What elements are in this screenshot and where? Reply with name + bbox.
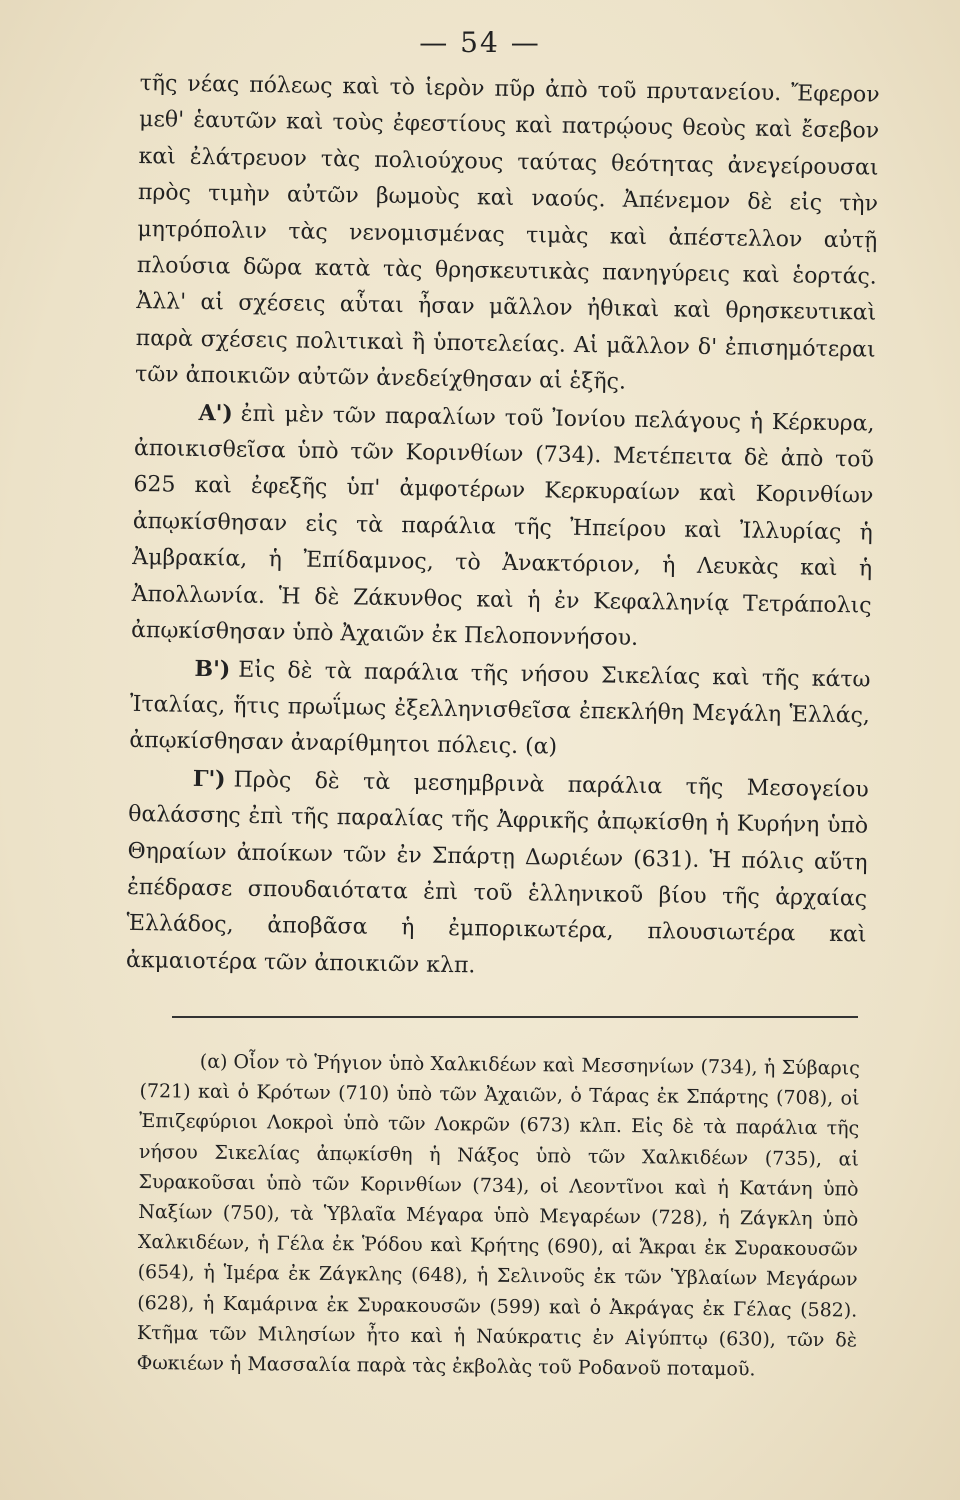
footnote-text: Οἷον τὸ Ῥήγιον ὑπὸ Χαλκιδέων καὶ Μεσσηνίων (734), ἡ Σύβαρις (721) καὶ ὁ Κρότων (710) ὑπὸ τῶν Ἀχαιῶν, ὁ Τάρας ἐκ Σπάρτης (708), οἱ Ἐπιζεφύριοι Λοκροὶ ὑπὸ τῶν Λοκρῶν (673) κλπ. Εἰς δὲ τὰ παράλια τῆς νήσου Σικελίας ἀπῳκίσθη ἡ Νάξος ὑπὸ τῶν Χαλκιδέων (735), αἱ Συρακοῦσαι ὑπὸ τῶν Κορινθίων (734), οἱ Λεοντῖνοι καὶ ἡ Κατάνη ὑπὸ Ναξίων (750), τὰ Ὑβλαῖα Μέγαρα ὑπὸ Μεγαρέων (728), ἡ Ζάγκλη ὑπὸ Χαλκιδέων, ἡ Γέλα ἐκ Ῥόδου καὶ Κρήτης (690), αἱ Ἄκραι ἐκ Συρακουσῶν (654), ἡ Ἱμέρα ἐκ Ζάγκλης (648), ἡ Σελινοῦς ἐκ τῶν Ὑβλαίων Μεγάρων (628), ἡ Καμάρινα ἐκ Συρακουσῶν (599) καὶ ὁ Ἀκράγας ἐκ Γέλας (582). Κτῆμα τῶν Μιλησίων ἦτο καὶ ἡ Ναύκρατις ἐν Αἰγύπτῳ (630), τῶν δὲ Φωκιέων ἡ Μασσαλία παρὰ τὰς ἐκβολὰς τοῦ Ροδανοῦ ποταμοῦ.: [136, 1050, 860, 1381]
paragraph-marker: Α'): [198, 399, 233, 427]
paragraph-text: Εἰς δὲ τὰ παράλια τῆς νήσου Σικελίας καὶ τῆς κάτω Ἰταλίας, ἥτις πρωΐμως ἐξελληνισθεῖσα ἐπεκλήθη Μεγάλη Ἑλλάς, ἀπῳκίσθησαν ἀναρίθμητοι πόλεις. (α): [129, 657, 871, 760]
paragraph-text: ἐπὶ μὲν τῶν παραλίων τοῦ Ἰονίου πελάγους ἡ Κέρκυρα, ἀποικισθεῖσα ὑπὸ τῶν Κορινθίων (734). Μετέπειτα δὲ ἀπὸ τοῦ 625 καὶ ἐφεξῆς ὑπ' ἀμφοτέρων Κερκυραίων καὶ Κορινθίων ἀπῳκίσθησαν εἰς τὰ παράλια τῆς Ἠπείρου καὶ Ἰλλυρίας ἡ Ἀμβρακία, ἡ Ἐπίδαμνος, τὸ Ἀνακτόριον, ἡ Λευκὰς καὶ ἡ Ἀπολλωνία. Ἡ δὲ Ζάκυνθος καὶ ἡ ἐν Κεφαλληνίᾳ Τετράπολις ἀπῳκίσθησαν ὑπὸ Ἀχαιῶν ἐκ Πελοποννήσου.: [130, 401, 875, 651]
paragraph-intro: [135, 66, 880, 405]
paragraph-b: [129, 649, 871, 771]
paragraph-c: [126, 760, 869, 991]
footnote-divider: [172, 1016, 858, 1018]
footnote: [137, 1046, 860, 1386]
footnote-marker: (α): [199, 1050, 228, 1073]
paragraph-text: τῆς νέας πόλεως καὶ τὸ ἱερὸν πῦρ ἀπὸ τοῦ πρυτανείου. Ἔφερον μεθ' ἑαυτῶν καὶ τοὺς ἐφεστίους καὶ πατρῴους θεοὺς καὶ ἔσεβον καὶ ἐλάτρευον τὰς πολιούχους ταύτας θεότητας ἀνεγείρουσαι πρὸς τιμὴν αὐτῶν βωμοὺς καὶ ναούς. Ἀπένεμον δὲ εἰς τὴν μητρόπολιν τὰς νενομισμένας τιμὰς καὶ ἀπέστελλον αὐτῇ πλούσια δῶρα κατὰ τὰς θρησκευτικὰς πανηγύρεις καὶ ἑορτάς. Ἀλλ' αἱ σχέσεις αὗται ἦσαν μᾶλλον ἠθικαὶ καὶ θρησκευτικαὶ παρὰ σχέσεις πολιτικαὶ ἢ ὑποτελείας. Αἱ μᾶλλον δ' ἐπισημότεραι τῶν ἀποικιῶν αὐτῶν ἀνεδείχθησαν αἱ ἑξῆς.: [134, 70, 880, 395]
paragraph-a: [131, 394, 875, 661]
paragraph-marker: Β'): [194, 655, 231, 682]
footnote-paragraph: [137, 1046, 860, 1386]
paragraph-marker: Γ'): [192, 765, 226, 793]
main-text: [126, 66, 880, 991]
page-number: — 54 —: [419, 26, 541, 59]
paragraph-text: Πρὸς δὲ τὰ μεσημβρινὰ παράλια τῆς Μεσογείου θαλάσσης ἐπὶ τῆς παραλίας τῆς Ἀφρικῆς ἀπῳκίσθη ἡ Κυρήνη ὑπὸ Θηραίων ἀποίκων τῶν ἐν Σπάρτῃ Δωριέων (631). Ἡ πόλις αὕτη ἐπέδρασε σπουδαιότατα ἐπὶ τοῦ ἑλληνικοῦ βίου τῆς ἀρχαίας Ἑλλάδος, ἀποβᾶσα ἡ ἐμπορικωτέρα, πλουσιωτέρα καὶ ἀκμαιοτέρα τῶν ἀποικιῶν κλπ.: [125, 767, 869, 979]
